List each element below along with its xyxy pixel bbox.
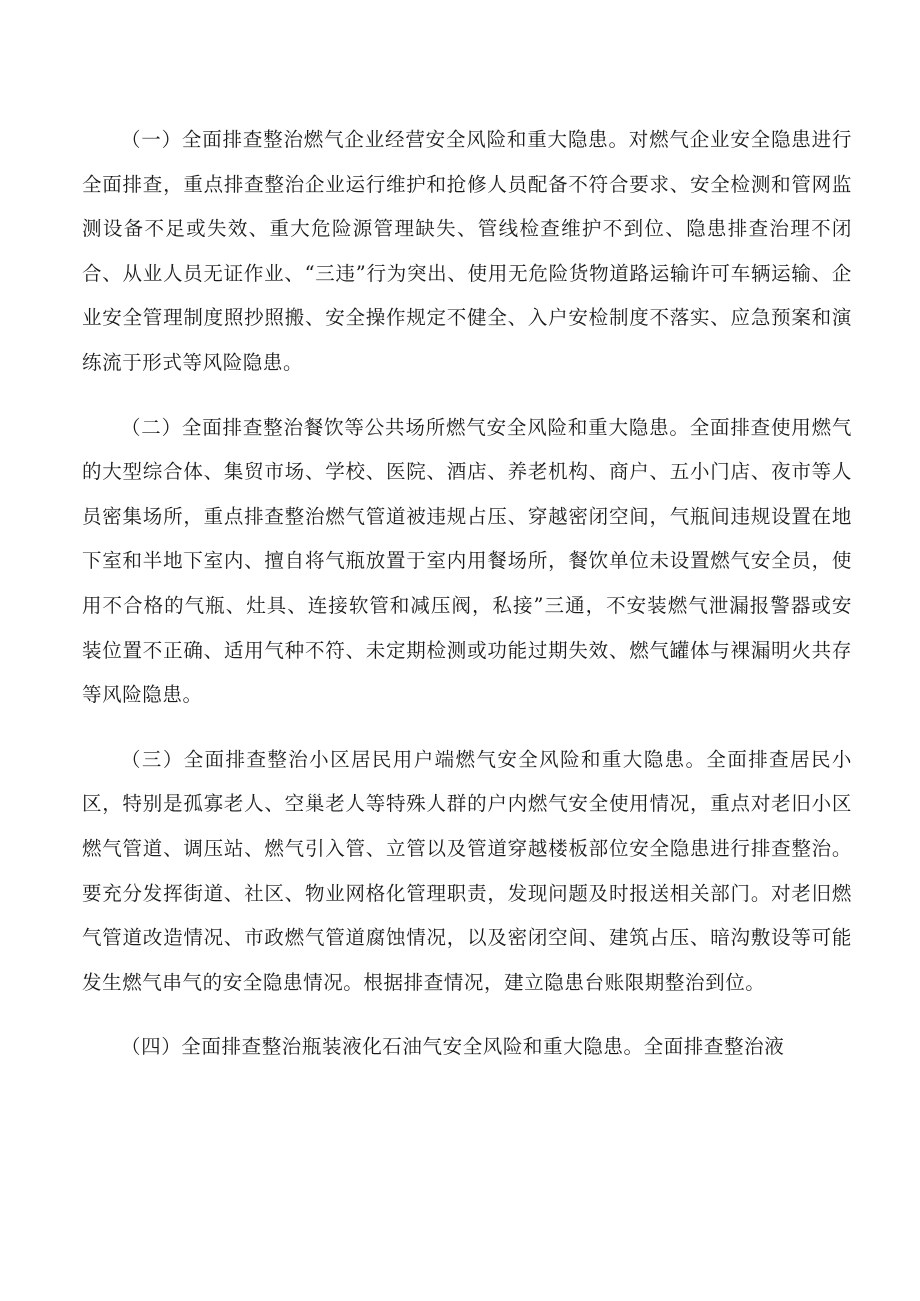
document-body	[82, 118, 852, 1070]
paragraph-4: （四）全面排查整治瓶装液化石油气安全风险和重大隐患。全面排查整治液	[121, 1035, 785, 1059]
paragraph-3: （三）全面排查整治小区居民用户端燃气安全风险和重大隐患。全面排查居民小区，特别是孤寡老人、空巢老人等特殊人群的户内燃气安全使用情况，重点对老旧小区燃气管道、调压站、燃气引入管、立管以及管道穿越楼板部位安全隐患进行排查整治。要充分发挥街道、社区、物业网格化管理职责，发现问题及时报送相关部门。对老旧燃气管道改造情况、市政燃气管道腐蚀情况，以及密闭空间、建筑占压、暗沟敷设等可能发生燃气串气的安全隐患情况。根据排查情况，建立隐患台账限期整治到位。	[82, 747, 852, 994]
paragraph-1: （一）全面排查整治燃气企业经营安全风险和重大隐患。对燃气企业安全隐患进行全面排查，重点排查整治企业运行维护和抢修人员配备不符合要求、安全检测和管网监测设备不足或失效、重大危险源管理缺失、管线检查维护不到位、隐患排查治理不闭合、从业人员无证作业、“三违”行为突出、使用无危险货物道路运输许可车辆运输、企业安全管理制度照抄照搬、安全操作规定不健全、入户安检制度不落实、应急预案和演练流于形式等风险隐患。	[82, 128, 852, 374]
paragraph-2: （二）全面排查整治餐饮等公共场所燃气安全风险和重大隐患。全面排查使用燃气的大型综合体、集贸市场、学校、医院、酒店、养老机构、商户、五小门店、夜市等人员密集场所，重点排查整治燃气管道被违规占压、穿越密闭空间，气瓶间违规设置在地下室和半地下室内、擅自将气瓶放置于室内用餐场所，餐饮单位未设置燃气安全员，使用不合格的气瓶、灶具、连接软管和减压阀，私接”三通，不安装燃气泄漏报警器或安装位置不正确、适用气种不符、未定期检测或功能过期失效、燃气罐体与裸漏明火共存等风险隐患。	[82, 415, 852, 707]
